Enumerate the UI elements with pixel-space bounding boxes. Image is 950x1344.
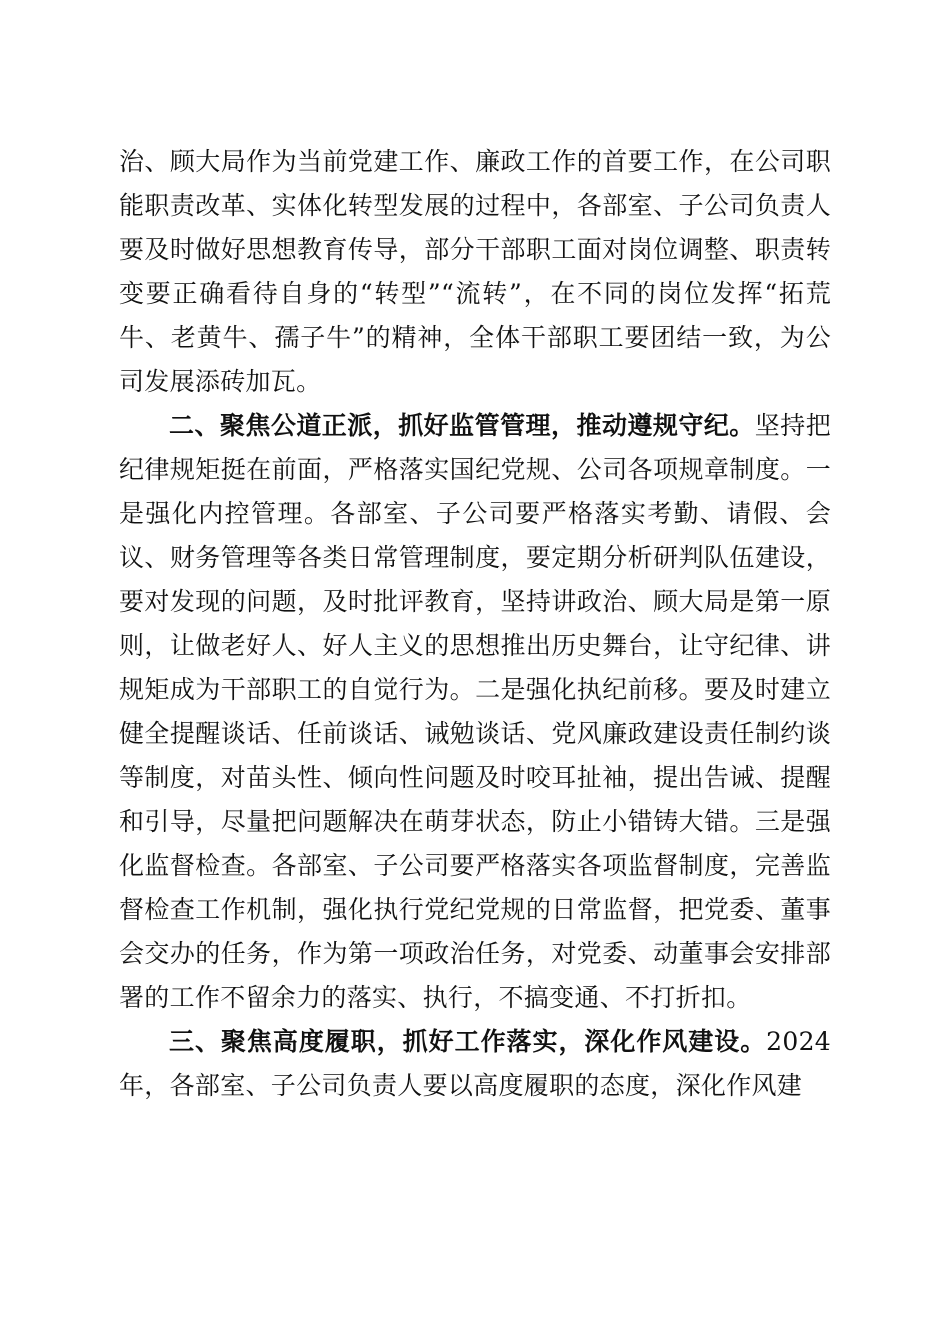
paragraph-1: 治、顾大局作为当前党建工作、廉政工作的首要工作，在公司职能职责改革、实体化转型发展的过程中，各部室、子公司负责人要及时做好思想教育传导，部分干部职工面对岗位调整、职责转变要正确看待自身的“转型”“流转”，在不同的岗位发挥“拓荒牛、老黄牛、孺子牛”的精神，全体干部职工要团结一致，为公司发展添砖加瓦。 [119, 147, 831, 396]
section-3-body: 2024年，各部室、子公司负责人要以高度履职的态度，深化作风建 [119, 1027, 831, 1100]
document-body [119, 140, 831, 1108]
section-2-heading: 二、聚焦公道正派，抓好监管管理，推动遵规守纪。 [169, 411, 755, 440]
section-2-body: 坚持把纪律规矩挺在前面，严格落实国纪党规、公司各项规章制度。一是强化内控管理。各部室、子公司要严格落实考勤、请假、会议、财务管理等各类日常管理制度，要定期分析研判队伍建设，要对发现的问题，及时批评教育，坚持讲政治、顾大局是第一原则，让做老好人、好人主义的思想推出历史舞台，让守纪律、讲规矩成为干部职工的自觉行为。二是强化执纪前移。要及时建立健全提醒谈话、任前谈话、诫勉谈话、党风廉政建设责任制约谈等制度，对苗头性、倾向性问题及时咬耳扯袖，提出告诫、提醒和引导，尽量把问题解决在萌芽状态，防止小错铸大错。三是强化监督检查。各部室、子公司要严格落实各项监督制度，完善监督检查工作机制，强化执行党纪党规的日常监督，把党委、董事会交办的任务，作为第一项政治任务，对党委、动董事会安排部署的工作不留余力的落实、执行，不搞变通、不打折扣。 [119, 411, 832, 1012]
paragraph-section-3 [119, 1020, 831, 1108]
section-3-heading: 三、聚焦高度履职，抓好工作落实，深化作风建设。 [169, 1027, 767, 1056]
paragraph-section-2 [119, 404, 831, 1020]
